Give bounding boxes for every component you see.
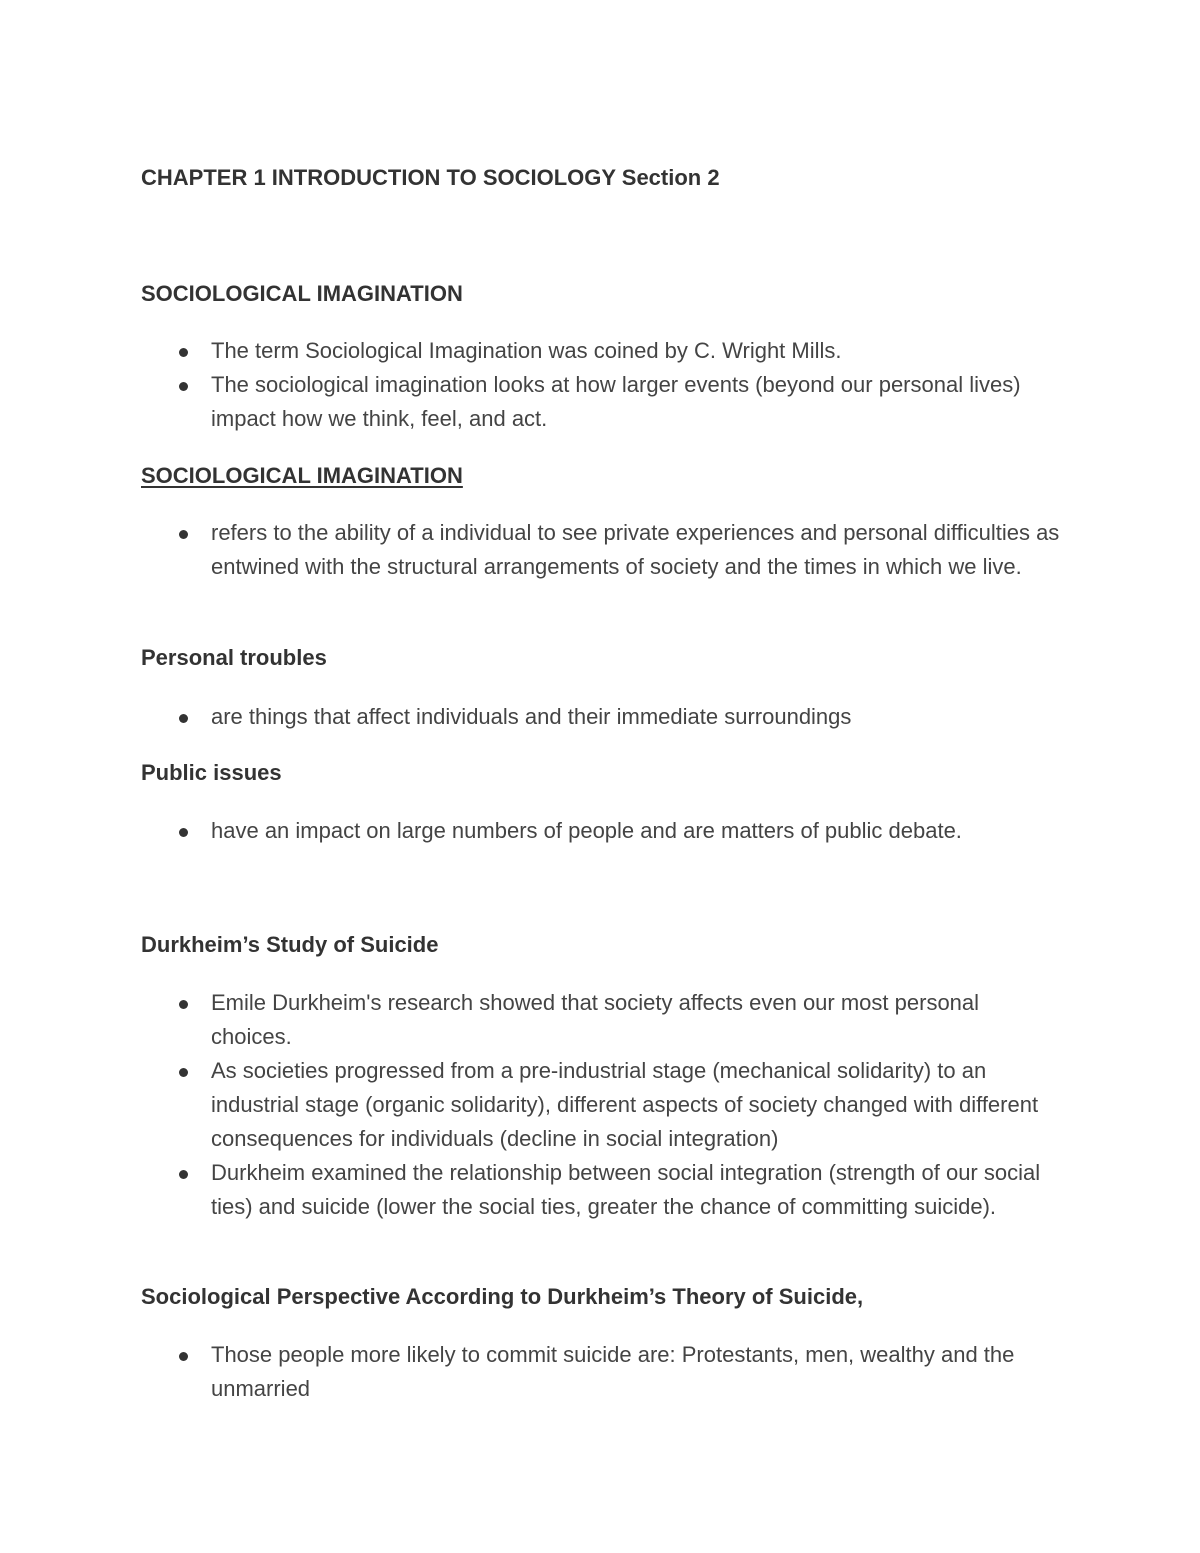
section-heading: SOCIOLOGICAL IMAGINATION	[141, 463, 463, 488]
bullet-icon	[179, 348, 188, 357]
bullet-icon	[179, 382, 188, 391]
section-heading: Sociological Perspective According to Durkheim’s Theory of Suicide,	[141, 1284, 864, 1309]
section-heading: SOCIOLOGICAL IMAGINATION	[141, 281, 463, 306]
list-item: have an impact on large numbers of people and are matters of public debate.	[141, 814, 1061, 848]
section-heading: Public issues	[141, 760, 282, 785]
bullet-icon	[179, 714, 188, 723]
bullet-list	[141, 516, 1061, 584]
bullet-icon	[179, 1170, 188, 1179]
list-item: are things that affect individuals and their immediate surroundings	[141, 700, 1061, 734]
list-item: As societies progressed from a pre-industrial stage (mechanical solidarity) to an industrial stage (organic solidarity), different aspects of society changed with different consequences for individuals (decline in social integration)	[141, 1054, 1061, 1156]
bullet-icon	[179, 1068, 188, 1077]
list-item: refers to the ability of a individual to see private experiences and personal difficulties as entwined with the structural arrangements of society and the times in which we live.	[141, 516, 1061, 584]
bullet-list	[141, 986, 1061, 1224]
bullet-icon	[179, 530, 188, 539]
list-item: Emile Durkheim's research showed that society affects even our most personal choices.	[141, 986, 1061, 1054]
list-item: Those people more likely to commit suicide are: Protestants, men, wealthy and the unmarried	[141, 1338, 1061, 1406]
bullet-icon	[179, 828, 188, 837]
list-item: The sociological imagination looks at how larger events (beyond our personal lives) impact how we think, feel, and act.	[141, 368, 1061, 436]
bullet-list	[141, 334, 1061, 436]
document-title: CHAPTER 1 INTRODUCTION TO SOCIOLOGY Section 2	[141, 165, 720, 190]
list-item: The term Sociological Imagination was coined by C. Wright Mills.	[141, 334, 1061, 368]
bullet-list	[141, 700, 1061, 734]
list-item: Durkheim examined the relationship between social integration (strength of our social ties) and suicide (lower the social ties, greater the chance of committing suicide).	[141, 1156, 1061, 1224]
bullet-list	[141, 1338, 1061, 1406]
bullet-icon	[179, 1352, 188, 1361]
section-heading: Personal troubles	[141, 645, 327, 670]
bullet-list	[141, 814, 1061, 848]
section-heading: Durkheim’s Study of Suicide	[141, 932, 439, 957]
bullet-icon	[179, 1000, 188, 1009]
